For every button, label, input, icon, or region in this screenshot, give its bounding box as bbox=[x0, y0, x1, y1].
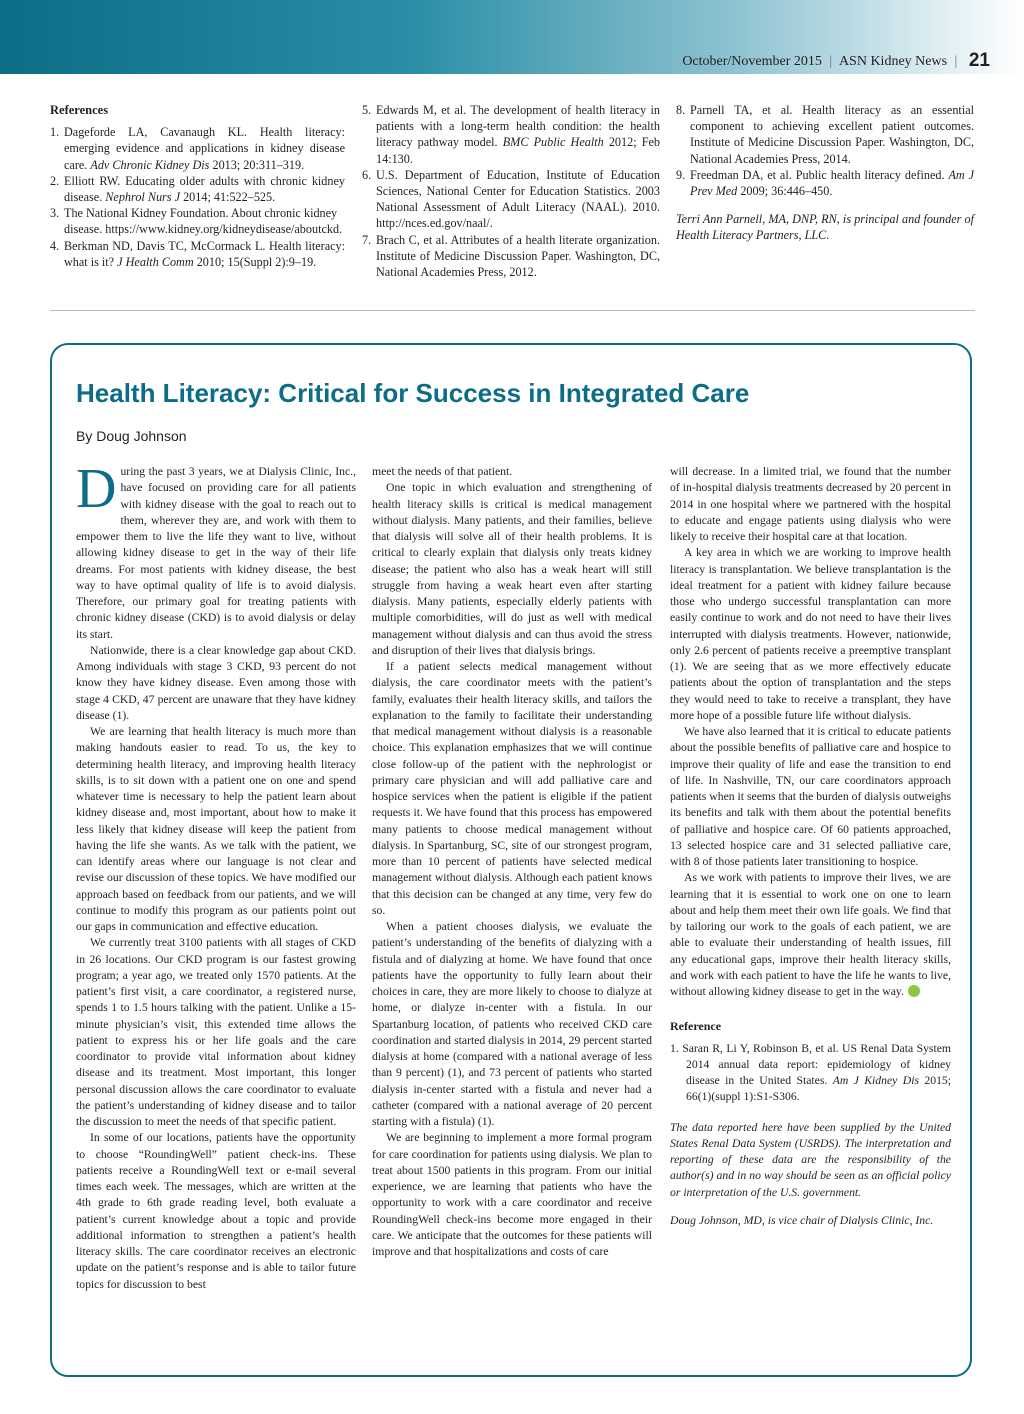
data-disclaimer: The data reported here have been supplied by the United States Renal Data System (USRDS). The interpretation and reporting of these data are the responsibility of the author(s) and in no way should be seen as an official policy or interpretation of the U.S. government. bbox=[670, 1120, 951, 1199]
reference-item: 8. Parnell TA, et al. Health literacy as an essential component to achieving excellent patient outcomes. Institute of Medicine Discussion Paper. Washington, DC, National Academies Press, 2014. bbox=[676, 103, 974, 166]
paragraph: If a patient selects medical management without dialysis, the care coordinator meets with the patient’s family, evaluates their health literacy skills, and tailors the explanation to the family to facilitate their understanding that medical management without dialysis is a reasonable choice. This explanation emphasizes that we will continue close follow-up of the patient with the nephrologist or primary care physician and will add palliative care and hospice services when the patient is eligible if the patient requests it. We have found that this process has empowered many patients to choose medical management without dialysis. In Spartanburg, SC, site of our strongest program, more than 10 percent of patients have selected medical management without dialysis. Although each patient knows that this decision can be changed at any time, very few do so. bbox=[372, 660, 652, 917]
paragraph: meet the needs of that patient. bbox=[372, 465, 513, 478]
dropcap-letter: D bbox=[76, 458, 117, 520]
article-column-2 bbox=[372, 464, 652, 1260]
paragraph: We are beginning to implement a more formal program for care coordination for patients using dialysis. We plan to treat about 1500 patients in this program. From our initial experience, we are learning that patients who have the opportunity to work with a care coordinator and receive RoundingWell check-ins become more engaged in their care. We anticipate that the outcomes for these patients will improve and that hospitalizations and costs of care bbox=[372, 1131, 652, 1258]
section-divider bbox=[50, 310, 975, 311]
running-header bbox=[682, 50, 990, 72]
publication-name: ASN Kidney News bbox=[838, 54, 948, 69]
article-byline: By Doug Johnson bbox=[76, 428, 187, 444]
reference-item: 1. Saran R, Li Y, Robinson B, et al. US Renal Data System 2014 annual data report: epidemiology of kidney disease in the United States. Am J Kidney Dis 2015; 66(1)(suppl 1):S1-S306. bbox=[670, 1041, 952, 1104]
references-column-3 bbox=[676, 102, 974, 244]
reference-item: 6. U.S. Department of Education, Institute of Education Sciences, National Center for Education Statistics. 2003 National Assessment of Adult Literacy (NAAL). 2010. http://nces.ed.gov/naal/. bbox=[362, 167, 660, 231]
paragraph: As we work with patients to improve their lives, we are learning that it is essential to work one on one to learn about and help them meet their own life goals. We find that by tailoring our work to the goals of each patient, we are able to evaluate their understanding of health issues, fill any educational gaps, improve their health literacy skills, and work with each patient to have the life he wants to live, without allowing kidney disease to get in the way. bbox=[670, 871, 951, 998]
article-column-3 bbox=[670, 464, 951, 1229]
reference-item: 1. Dageforde LA, Cavanaugh KL. Health literacy: emerging evidence and applications in kidney disease care. Adv Chronic Kidney Dis 2013; 20:311–319. bbox=[50, 125, 345, 172]
reference-item: 9. Freedman DA, et al. Public health literacy defined. Am J Prev Med 2009; 36:446–450. bbox=[676, 167, 975, 199]
paragraph: will decrease. In a limited trial, we found that the number of in-hospital dialysis treatments decreased by 20 percent in 2014 in one hospital where we partnered with the hospital to educate and engage patients using dialysis who were likely to receive their hospital care at that location. bbox=[670, 465, 951, 543]
reference-item: 4. Berkman ND, Davis TC, McCormack L. Health literacy: what is it? J Health Comm 2010; 15(Suppl 2):9–19. bbox=[50, 238, 345, 269]
issue-date: October/November 2015 bbox=[682, 54, 822, 69]
paragraph: Nationwide, there is a clear knowledge gap about CKD. Among individuals with stage 3 CKD, 93 percent do not know they have kidney disease. Even among those with stage 4 CKD, 47 percent are unaware that they have kidney disease (1). bbox=[76, 643, 356, 722]
paragraph: In some of our locations, patients have the opportunity to choose “RoundingWell” patient check-ins. These patients receive a RoundingWell text or e-mail several times each week. The messages, which are written at the 4th grade to 6th grade reading level, both evaluate a patient’s current knowledge about a topic and provide additional information to strengthen a patient’s health literacy skills. The care coordinator receives an electronic update on the patient’s response and is able to tailor future topics for discussion to best bbox=[76, 1131, 356, 1291]
paragraph: A key area in which we are working to improve health literacy is transplantation. We believe transplantation is the ideal treatment for a patient with kidney failure because those who undergo successful transplantation can more easily continue to work and do not need to have their lives interrupted with dialysis treatments. However, nationwide, only 2.6 percent of patients receive a preemptive transplant (1). We are seeing that as we more effectively educate patients about the option of transplantation and the steps they would need to take to receive a transplant, they have more hope of a possible future life without dialysis. bbox=[670, 546, 951, 722]
header-separator-2: | bbox=[954, 54, 958, 69]
paragraph: We have also learned that it is critical to educate patients about the possible benefits of palliative care and hospice to improve their quality of life and ease the transition to end of life. In Nashville, TN, our care coordinators approach patients when it seems that the burden of dialysis outweighs its benefits and talk with them about the potential benefits of palliative and hospice care. Of 60 patients approached, 13 selected hospice care and 31 selected palliative care, with 8 of those patients later transitioning to hospice. bbox=[670, 725, 951, 868]
reference-item: 7. Brach C, et al. Attributes of a health literate organization. Institute of Medicine Discussion Paper. Washington, DC, National Academies Press, 2012. bbox=[362, 232, 660, 280]
reference-item: 3. The National Kidney Foundation. About chronic kidney disease. https://www.kidney.org/kidneydisease/aboutckd. bbox=[50, 206, 343, 237]
paragraph: During the past 3 years, we at Dialysis Clinic, Inc., have focused on providing care for all patients with kidney disease with the goal to reach out to them, wherever they are, and work with them to empower them to live the life they want to live, without allowing kidney disease to get in the way of their life dreams. For most patients with kidney disease, the best way to have optimal quality of life is to avoid dialysis. Therefore, our primary goal for treating patients with chronic kidney disease (CKD) is to avoid dialysis or delay its start. bbox=[76, 458, 356, 641]
article-column-1 bbox=[76, 458, 356, 1293]
paragraph: We are learning that health literacy is much more than making handouts easier to read. To us, the key to determining health literacy, and improving health literacy skills, is to sit down with a patient one on one and spend whatever time is necessary to help the patient learn about kidney disease and, most important, about how to make it less likely that kidney disease will keep the patient from having the life she wants. As we talk with the patient, we can identify areas where our language is not clear and revise our discussion of these topics. We have modified our approach based on feedback from our patients, and we will continue to modify this program as our patients point out our gaps in communication and effective education. bbox=[76, 725, 356, 933]
page-number: 21 bbox=[968, 50, 990, 71]
paragraph: We currently treat 3100 patients with all stages of CKD in 26 locations. Our CKD program is our fastest growing program; a year ago, we treated only 1570 patients. At the patient’s first visit, a care coordinator, a registered nurse, spends 1 to 1.5 hours talking with the patient. Unlike a 15-minute physician’s visit, this extended time allows the patient to express his or her life goals and the care coordinator to provide vital information about kidney disease and its treatment. Most important, this longer personal discussion allows the care coordinator to evaluate the patient’s understanding of kidney disease and to tailor the discussion to meet the needs of that specific patient. bbox=[76, 936, 356, 1128]
author-note-johnson: Doug Johnson, MD, is vice chair of Dialysis Clinic, Inc. bbox=[670, 1213, 934, 1227]
paragraph: One topic in which evaluation and strengthening of health literacy skills is critical is medical management without dialysis. Many patients, and their families, believe that dialysis will solve all of their health problems. It is critical to clearly explain that dialysis only treats kidney disease; the patient who also has a weak heart will still struggle from having a weak heart even after starting dialysis. Many patients, especially elderly patients with multiple comorbidities, will do just as well with medical management without dialysis and can thus avoid the stress and disruption of their lives that dialysis brings. bbox=[372, 481, 652, 657]
end-mark-icon bbox=[908, 985, 920, 997]
reference-item: 2. Elliott RW. Educating older adults with chronic kidney disease. Nephrol Nurs J 2014; 41:522–525. bbox=[50, 173, 345, 205]
article-title: Health Literacy: Critical for Success in Integrated Care bbox=[76, 378, 750, 408]
reference-item: 5. Edwards M, et al. The development of health literacy in patients with a long-term health condition: the health literacy pathway model. BMC Public Health 2012; Feb 14:130. bbox=[362, 103, 660, 166]
paragraph: When a patient chooses dialysis, we evaluate the patient’s understanding of the benefits of dialyzing with a fistula and of dialyzing at home. We have found that once patients have the opportunity to fully learn about their choices in care, they are more likely to choose to dialyze at home, or dialyze in-center with a fistula. In our Spartanburg location, of patients who received CKD care coordination and started dialysis in 2014, 29 percent started dialysis at home (compared with a national average of less than 9 percent) (1), and 73 percent of patients who started dialysis in-center started with a fistula and never had a catheter (compared with a national average of 20 percent starting with a fistula) (1). bbox=[372, 920, 652, 1128]
references-title: References bbox=[50, 103, 109, 117]
author-note-parnell: Terri Ann Parnell, MA, DNP, RN, is principal and founder of Health Literacy Partners, LLC. bbox=[676, 212, 974, 243]
references-column-1 bbox=[50, 102, 345, 270]
references-column-2 bbox=[362, 102, 660, 280]
references-list bbox=[50, 124, 345, 270]
header-separator: | bbox=[829, 54, 833, 69]
reference-title: Reference bbox=[670, 1019, 722, 1034]
